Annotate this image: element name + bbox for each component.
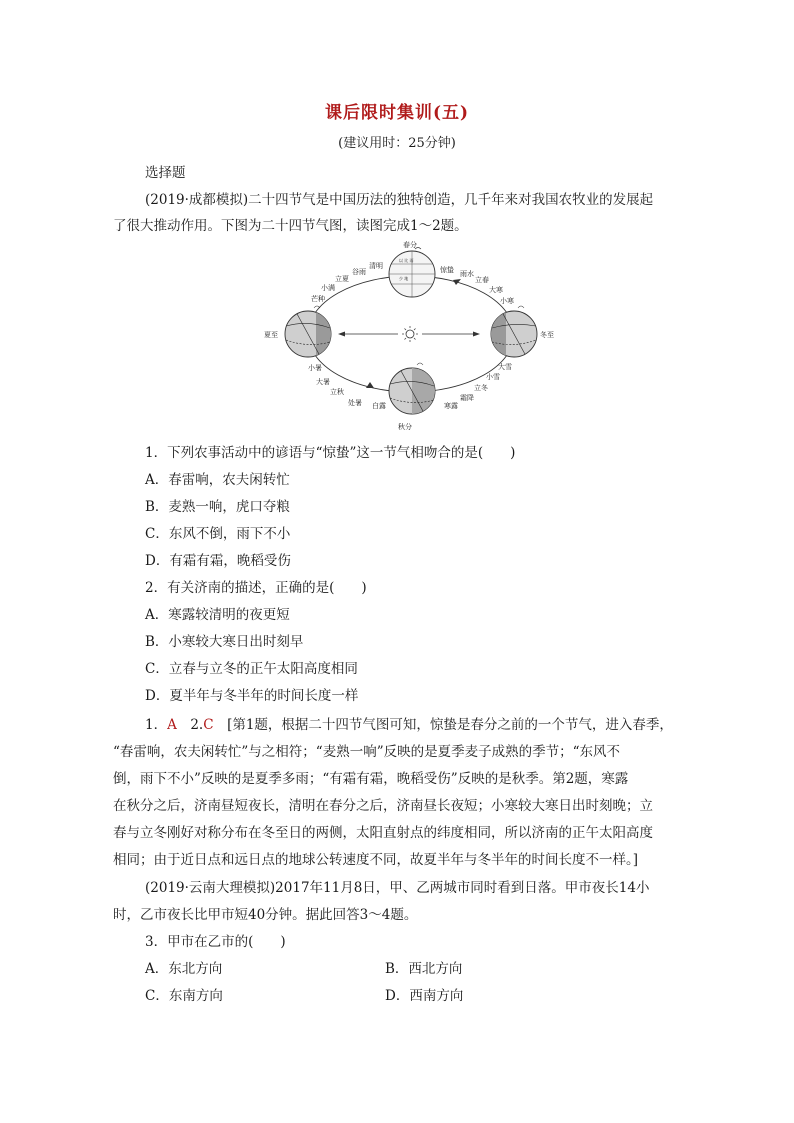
question-1-stem: 1．下列农事活动中的谚语与“惊蛰”这一节气相吻合的是( )	[145, 445, 516, 461]
term-xiaoxue: 小雪	[486, 373, 500, 381]
svg-text:少 地: 少 地	[399, 276, 409, 281]
term-xiaohan: 小寒	[500, 297, 514, 305]
question-3-option[interactable]: D．西南方向	[385, 988, 464, 1004]
term-qingming: 清明	[369, 262, 383, 270]
term-lichun: 立春	[475, 276, 489, 284]
term-dahan: 大寒	[489, 286, 503, 294]
intro-paragraph-line: 时，乙市夜长比甲市短40分钟。据此回答3～4题。	[113, 907, 418, 923]
question-1-option[interactable]: A．春雷响，农夫闲转忙	[145, 472, 290, 488]
answer-explanation-line: 相同；由于近日点和远日点的地球公转速度不同，故夏半年与冬半年的时间长度不一样。]	[113, 852, 639, 868]
intro-paragraph-line: (2019·云南大理模拟)2017年11月8日，甲、乙两城市同时看到日落。甲市夜长14小	[145, 880, 650, 896]
term-mangzhong: 芒种	[311, 295, 325, 303]
answer-explanation: [第1题，根据二十四节气图可知，惊蛰是春分之前的一个节气，进入春季，	[213, 717, 673, 733]
earth-spring-equinox	[388, 251, 436, 297]
term-dongzhi: 冬至	[540, 331, 554, 339]
question-2-option[interactable]: A．寒露较清明的夜更短	[145, 607, 290, 623]
term-chushu: 处暑	[348, 399, 362, 407]
question-2-option[interactable]: B．小寒较大寒日出时刻早	[145, 634, 304, 650]
question-1-option[interactable]: D．有霜有霜，晚稻受伤	[145, 553, 291, 569]
sun-icon	[402, 326, 418, 342]
question-1-option[interactable]: B．麦熟一响，虎口夺粮	[145, 499, 290, 515]
question-3-option[interactable]: C．东南方向	[145, 988, 223, 1004]
earth-summer-solstice	[285, 311, 339, 357]
term-guyu: 谷雨	[352, 268, 366, 276]
question-3-stem: 3．甲市在乙市的( )	[145, 934, 286, 950]
term-dashu: 大暑	[316, 378, 330, 386]
page-title: 课后限时集训(五)	[324, 103, 470, 123]
term-qiufen: 秋分	[398, 423, 412, 431]
earth-winter-solstice	[483, 311, 537, 357]
term-xiaoshu: 小暑	[308, 364, 322, 372]
earth-autumn-equinox	[389, 368, 435, 414]
term-lidong: 立冬	[474, 384, 488, 392]
term-chunfen: 春分	[403, 241, 417, 249]
question-2-stem: 2．有关济南的描述，正确的是( )	[145, 580, 367, 596]
question-2-option[interactable]: C．立春与立冬的正午太阳高度相同	[145, 661, 358, 677]
answer-explanation-line: 春与立冬刚好对称分布在冬至日的两侧，太阳直射点的纬度相同，所以济南的正午太阳高度	[113, 825, 653, 841]
term-bailu: 白露	[372, 402, 386, 410]
term-xiazhi: 夏至	[264, 331, 278, 339]
answer-line	[145, 713, 673, 733]
question-3-option[interactable]: A．东北方向	[145, 961, 223, 977]
question-1-option[interactable]: C．东风不倒，雨下不小	[145, 526, 291, 542]
question-3-option[interactable]: B．西北方向	[385, 961, 463, 977]
answer-explanation-line: “春雷响，农夫闲转忙”与之相符；“麦熟一响”反映的是夏季麦子成熟的季节；“东风不	[113, 744, 621, 760]
question-2-option[interactable]: D．夏半年与冬半年的时间长度一样	[145, 688, 359, 704]
term-liqiu: 立秋	[330, 388, 344, 396]
svg-text:以 比 雨: 以 比 雨	[399, 258, 414, 263]
term-yushui: 雨水	[460, 270, 474, 278]
intro-paragraph-line: 了很大推动作用。下图为二十四节气图，读图完成1～2题。	[113, 218, 468, 234]
time-suggestion: (建议用时：25分钟)	[338, 136, 456, 151]
answer-mid: 2.	[176, 717, 204, 733]
term-jingzhe: 惊蛰	[440, 266, 454, 274]
term-daxue: 大雪	[498, 363, 512, 371]
answer-prefix: 1．	[145, 717, 168, 733]
section-heading: 选择题	[145, 165, 186, 181]
answer-1: A	[167, 717, 177, 733]
answer-2: C	[203, 717, 214, 733]
term-shuangjiang: 霜降	[460, 394, 474, 402]
answer-explanation-line: 在秋分之后，济南昼短夜长，清明在春分之后，济南昼长夜短；小寒较大寒日出时刻晚；立	[113, 798, 653, 814]
term-xiaoman: 小满	[321, 284, 335, 292]
term-lixia: 立夏	[335, 275, 349, 283]
answer-explanation-line: 倒，雨下不小”反映的是夏季多雨；“有霜有霜，晚稻受伤”反映的是秋季。第2题，寒露	[113, 771, 629, 787]
intro-paragraph-line: (2019·成都模拟)二十四节气是中国历法的独特创造，几千年来对我国农牧业的发展起	[145, 192, 654, 208]
solar-terms-diagram	[264, 241, 554, 431]
term-hanlu: 寒露	[444, 402, 458, 410]
